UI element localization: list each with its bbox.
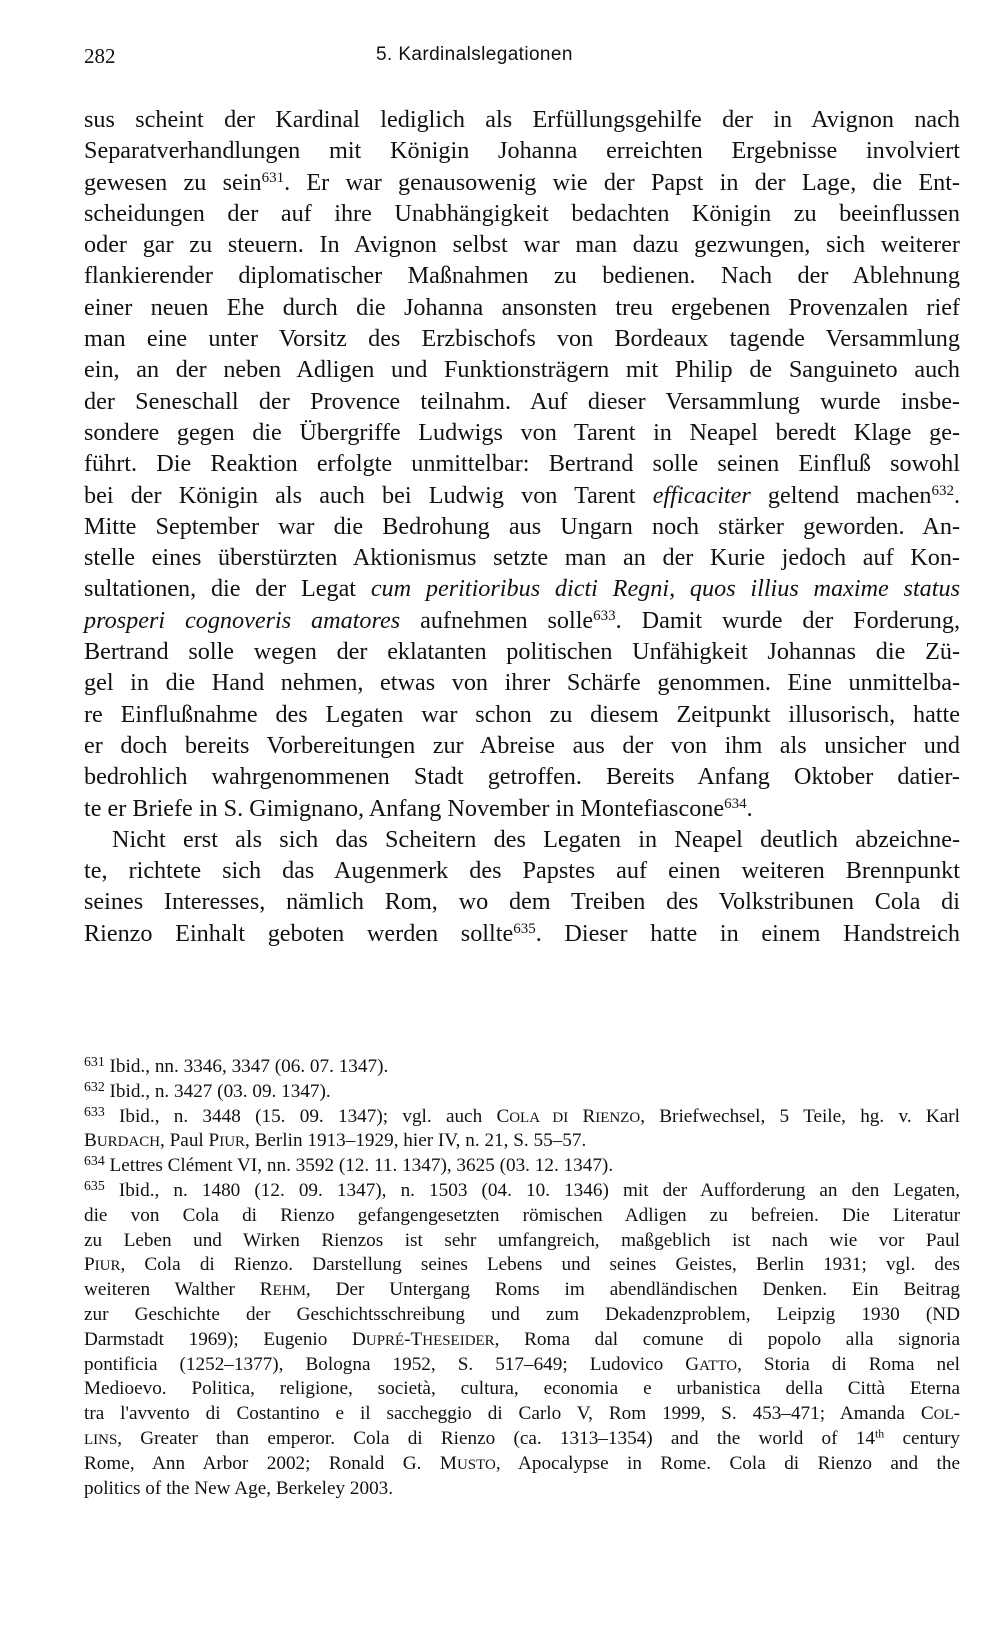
footnote-line: Rome, Ann Arbor 2002; Ronald G. MUSTO, Apocalypse in Rome. Cola di Rienzo and the [84,1452,961,1474]
text-line: sus scheint der Kardinal lediglich als Erfüllungsgehilfe der in Avignon nach [84,106,960,133]
text-line: flankierender diplomatischer Maßnahmen zu bedienen. Nach der Ablehnung [84,262,960,290]
footnote-line: pontificia (1252–1377), Bologna 1952, S. 517–649; Ludovico GATTO, Storia di Roma nel [84,1353,960,1375]
footnote-line: $^{633}$ Ibid., n. 3448 (15. 09. 1347); vgl. auch COLA DI RIENZO, Briefwechsel, 5 Teile, hg. v. Karl [84,1103,960,1127]
footnote-line: politics of the New Age, Berkeley 2003. [84,1477,394,1499]
text-line: führt. Die Reaktion erfolgte unmittelbar: Bertrand solle seinen Einfluß sowohl [84,450,960,478]
text-line: re Einflußnahme des Legaten war schon zu diesem Zeitpunkt illusorisch, hatte [84,700,960,728]
footnote-line: $^{631}$ Ibid., nn. 3346, 3347 (06. 07. 1347). [84,1054,389,1077]
text-line: gewesen zu sein$^{631}$. Er war genausowenig wie der Papst in der Lage, die Ent- [84,168,960,196]
text-line: ein, an der neben Adligen und Funktionsträgern mit Philip de Sanguineto auch [84,356,960,384]
text-line: sultationen, die der Legat cum peritioribus dicti Regni, quos illius maxime status [84,575,961,603]
footnote-line: tra l'avvento di Costantino e il saccheggio di Carlo V, Rom 1999, S. 453–471; Amanda COL- [84,1403,960,1425]
footnote-line: die von Cola di Rienzo gefangengesetzten römischen Adligen zu befreien. Die Literatur [84,1204,960,1226]
text-line: oder gar zu steuern. In Avignon selbst war man dazu gezwungen, sich weiterer [84,231,960,259]
footnote-line: BURDACH, Paul PIUR, Berlin 1913–1929, hier IV, n. 21, S. 55–57. [84,1130,587,1152]
text-line: gel in die Hand nehmen, etwas von ihrer Schärfe genommen. Eine unmittelba- [84,669,960,697]
text-line: bedrohlich wahrgenommenen Stadt getroffen. Bereits Anfang Oktober datier- [84,763,960,791]
text-line: sondere gegen die Übergriffe Ludwigs von Tarent in Neapel beredt Klage ge- [84,418,960,446]
text-line: scheidungen der auf ihre Unabhängigkeit bedachten Königin zu beeinflussen [84,199,960,227]
footnotes [84,1055,960,1501]
text-line: Nicht erst als sich das Scheitern des Legaten in Neapel deutlich abzeichne- [112,825,960,853]
footnote-line: Darmstadt 1969); Eugenio DUPRÉ-THESEIDER, Roma dal comune di popolo alla signoria [84,1328,960,1350]
footnote-line: zur Geschichte der Geschichtsschreibung und zum Dekadenzproblem, Leipzig 1930 (ND [84,1303,960,1325]
text-line: er doch bereits Vorbereitungen zur Abreise aus der von ihm als unsicher und [84,731,960,759]
text-line: seines Interesses, nämlich Rom, wo dem Treiben des Volkstribunen Cola di [84,888,960,916]
text-line: Separatverhandlungen mit Königin Johanna erreichten Ergebnisse involviert [84,137,960,165]
footnote-line: $^{635}$ Ibid., n. 1480 (12. 09. 1347), n. 1503 (04. 10. 1346) mit der Aufforderung an den Legaten, [84,1178,960,1201]
footnote-line: LINS, Greater than emperor. Cola di Rienzo (ca. 1313–1354) and the world of 14th century [84,1426,960,1449]
footnote-line: $^{634}$ Lettres Clément VI, nn. 3592 (12. 11. 1347), 3625 (03. 12. 1347). [84,1153,614,1177]
footnote-line: Medioevo. Politica, religione, società, cultura, economia e urbanistica della Città Eterna [84,1378,960,1400]
footnote-line: weiteren Walther REHM, Der Untergang Roms im abendländischen Denken. Ein Beitrag [84,1279,960,1301]
text-line: te, richtete sich das Augenmerk des Papstes auf einen weiteren Brennpunkt [84,857,960,885]
text-line: stelle eines überstürzten Aktionismus setzte man an der Kurie jedoch auf Kon- [84,544,960,572]
text-line: man eine unter Vorsitz des Erzbischofs von Bordeaux tagende Versammlung [84,325,960,353]
footnote-line: $^{632}$ Ibid., n. 3427 (03. 09. 1347). [84,1079,331,1102]
text-line: bei der Königin als auch bei Ludwig von Tarent efficaciter geltend machen$^{632}$. [84,481,961,509]
text-line: Rienzo Einhalt geboten werden sollte$^{635}$. Dieser hatte in einem Handstreich [84,919,960,947]
footnote-line: PIUR, Cola di Rienzo. Darstellung seines Lebens und seines Geistes, Berlin 1931; vgl. des [84,1254,960,1276]
text-line: Mitte September war die Bedrohung aus Ungarn noch stärker geworden. An- [84,512,960,540]
text-line: te er Briefe in S. Gimignano, Anfang November in Montefiascone$^{634}$. [84,794,753,822]
chapter-title: 5. Kardinalslegationen [376,44,573,65]
text-line: der Seneschall der Provence teilnahm. Auf dieser Versammlung wurde insbe- [84,387,960,415]
text-line: Bertrand solle wegen der eklatanten politischen Unfähigkeit Johannas die Zü- [84,638,960,666]
text-line: einer neuen Ehe durch die Johanna ansonsten treu ergebenen Provenzalen rief [84,293,960,321]
footnote-line: zu Leben und Wirken Rienzos ist sehr umfangreich, maßgeblich ist nach wie vor Paul [84,1229,960,1251]
running-head [84,44,960,78]
main-text [84,104,960,949]
text-line: prosperi cognoveris amatores aufnehmen solle$^{633}$. Damit wurde der Forderung, [84,606,960,634]
page-number: 282 [84,44,116,68]
